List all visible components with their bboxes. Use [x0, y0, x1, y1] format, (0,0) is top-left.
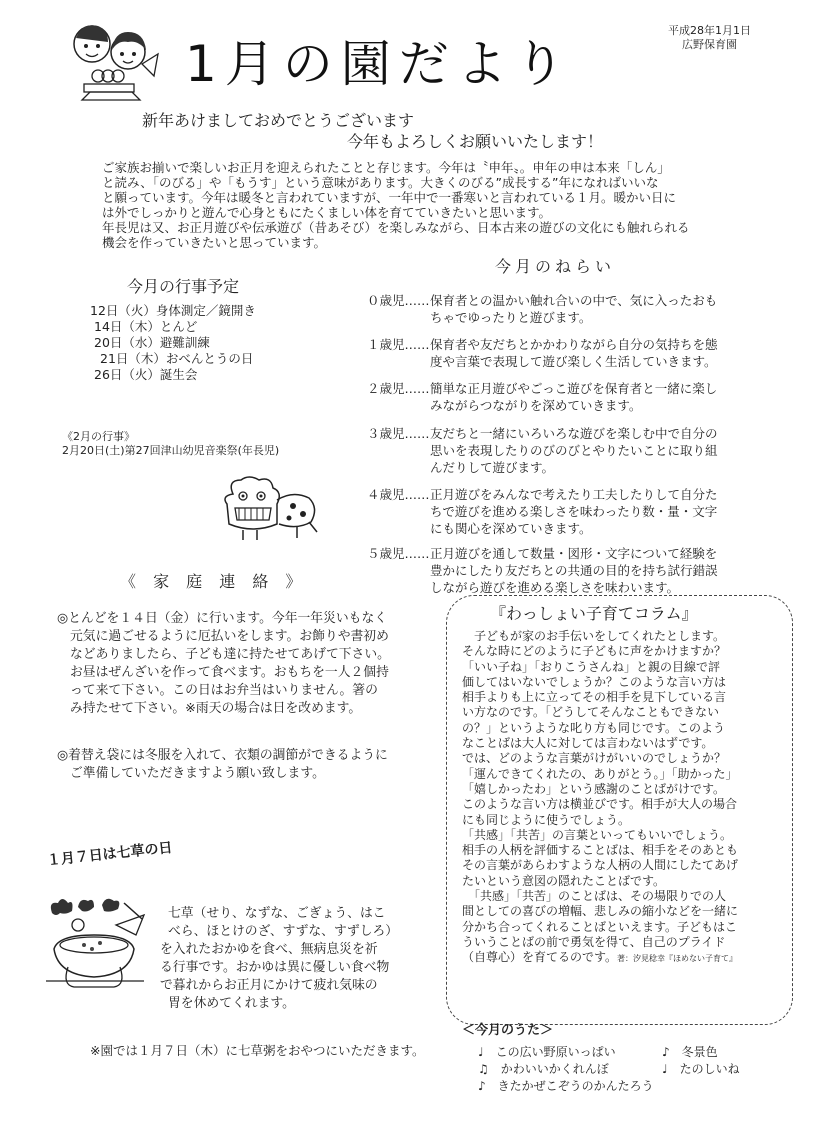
songs-heading: ＜今月のうた＞ — [462, 1023, 554, 1038]
aim-age-0: ０歳児…… 保育者との温かい触れ合いの中で、気に入ったおも ちゃでゆったりと遊びます。 — [367, 293, 718, 325]
lion-dance-illustration — [213, 474, 323, 546]
column-source: 著：汐見稔幸『ほめない子育て』 — [617, 954, 738, 964]
contact-notes — [57, 610, 390, 783]
aim-age-2: ２歳児…… 簡単な正月遊びやごっこ遊びを保育者と一緒に楽し みながらつながりを深めていきます。 — [367, 381, 718, 413]
intro-paragraph: ご家族お揃いで楽しいお正月を迎えられたことと存じます。今年は〝申年〟。申年の申は本来「しん」 と読み、「のびる」や「もうす」という意味があります。大きくのびる”成長する”年になればいいな と願っています。今年は暖冬と言われていますが、一年中で一番寒いと言われている１月。暖かい日に は外でしっかりと遊んで心身ともにたくましい体を育てていきたいと思います。 年長児は又、お正月遊びや伝承遊び（昔あそび）を楽しみながら、日本古来の遊びの文化にも触れられる 機会を作っていきたいと思っています。 — [102, 160, 690, 250]
nanakusa-porridge-illustration — [44, 895, 154, 991]
aim-age-3: ３歳児…… 友だちと一緒にいろいろな遊びを楽しむ中で自分の 思いを表現したりのびのびとやりたいことに取り組 んだりして遊びます。 — [367, 426, 718, 475]
children-newyear-illustration — [62, 14, 162, 106]
aim-age-1: １歳児…… 保育者や友だちとかかわりながら自分の気持ちを態 度や言葉で表現して遊び楽しく生活していきます。 — [367, 337, 718, 369]
contact-heading: 《 家 庭 連 絡 》 — [120, 572, 308, 591]
issue-date-block — [668, 24, 751, 52]
next-month-events — [62, 430, 279, 458]
list-item: 26日（火）誕生会 — [94, 367, 198, 382]
greeting-line-1: 新年あけましておめでとうございます — [142, 111, 415, 130]
nanakusa-heading: １月７日は七草の日 — [46, 839, 174, 870]
issue-date: 平成28年1月1日 — [668, 24, 751, 37]
school-name: 広野保育園 — [682, 38, 737, 51]
column-body: 子どもが家のお手伝いをしてくれたとします。 そんな時にどのように子どもに声をかけますか？ 「いい子ね」「おりこうさんね」と親の目線で評 価してはいないでしょうか？このような言い方は 相手よりも上に立ってその相手を見下している言 い方なのです。「どうしてそんなこともできない の？」というような叱り方も同じです。このよう なことばは大人に対しては言わないはずです。 では、どのような言葉がけがいいのでしょうか？ 「運んできてくれたの、ありがとう。」「助かった」 「嬉しかったわ」という感謝のことばがけです。 このような言い方は横並びです。相手が大人の場合 にも同じように使うでしょう。 「共感」「共苦」の言葉といってもいいでしょう。 相手の人柄を評価することばは、相手をそのあとも その言葉があらわすような人柄の人間にしたてあげ たいという意図の隠れたことばです。 「共感」「共苦」のことばは、その場限りでの人 間としての喜びの増幅、悲しみの縮小などを一緒に 分かち合ってくれることばといえます。子どもはこ ういうことばの前で勇気を得て、自己のプライド （自尊心）を育てるのです。著：汐見稔幸『ほめない子育て』 — [462, 629, 739, 965]
aim-age-4: ４歳児…… 正月遊びをみんなで考えたり工夫したりして自分た ちで遊びを進める楽しさを味わったり数・量・文字 にも関心を深めていきます。 — [367, 487, 718, 536]
greeting-line-2: 今年もよろしくお願いいたします！ — [347, 132, 604, 151]
list-item: 12日（火）身体測定／鏡開き — [90, 303, 256, 318]
nanakusa-text: 七草（せり、なずな、ごぎょう、はこ べら、ほとけのざ、すずな、すずしろ） を入れたおかゆを食べ、無病息災を祈 る行事です。おかゆは異に優しい食べ物 で暮れからお正月にかけて疲れ気味の 胃を休めてくれます。 — [160, 906, 399, 1011]
list-item: 21日（木）おべんとうの日 — [100, 351, 254, 366]
contact-note-1: ◎とんどを１４日（金）に行います。今年一年災いもなく 元気に過ごせるように厄払いをします。お飾りや書初め などありましたら、子ども達に持たせてあげて下さい。 お昼はぜんざいを作って食べます。おもちを一人２個持 って来て下さい。この日はお弁当はいりません。箸の み持たせて下さい。※雨天の場合は日を改めます。 — [57, 611, 390, 716]
list-item: 20日（水）避難訓練 — [94, 335, 210, 350]
contact-note-2: ◎着替え袋には冬服を入れて、衣類の調節ができるように ご準備していただきますよう願い致します。 — [57, 748, 388, 781]
schedule-list — [90, 303, 256, 383]
aim-age-5: ５歳児…… 正月遊びを通して数量・図形・文字について経験を 豊かにしたり友だちとの共通の目的を持ち試行錯誤 しながら遊びを進める楽しさを味わいます。 — [367, 546, 718, 595]
next-month-item: 2月20日(土)第27回津山幼児音楽祭(年長児) — [62, 444, 280, 457]
schedule-heading: 今月の行事予定 — [127, 277, 240, 296]
next-month-heading: 《2月の行事》 — [62, 430, 135, 443]
column-title: 『わっしょい子育てコラム』 — [490, 604, 698, 623]
nanakusa-footnote: ※園では１月７日（木）に七草粥をおやつにいただきます。 — [90, 1043, 425, 1058]
page-title: 1月の園だより — [185, 35, 573, 93]
aims-heading: 今月のねらい — [495, 257, 616, 276]
list-item: 14日（木）とんど — [94, 319, 198, 334]
